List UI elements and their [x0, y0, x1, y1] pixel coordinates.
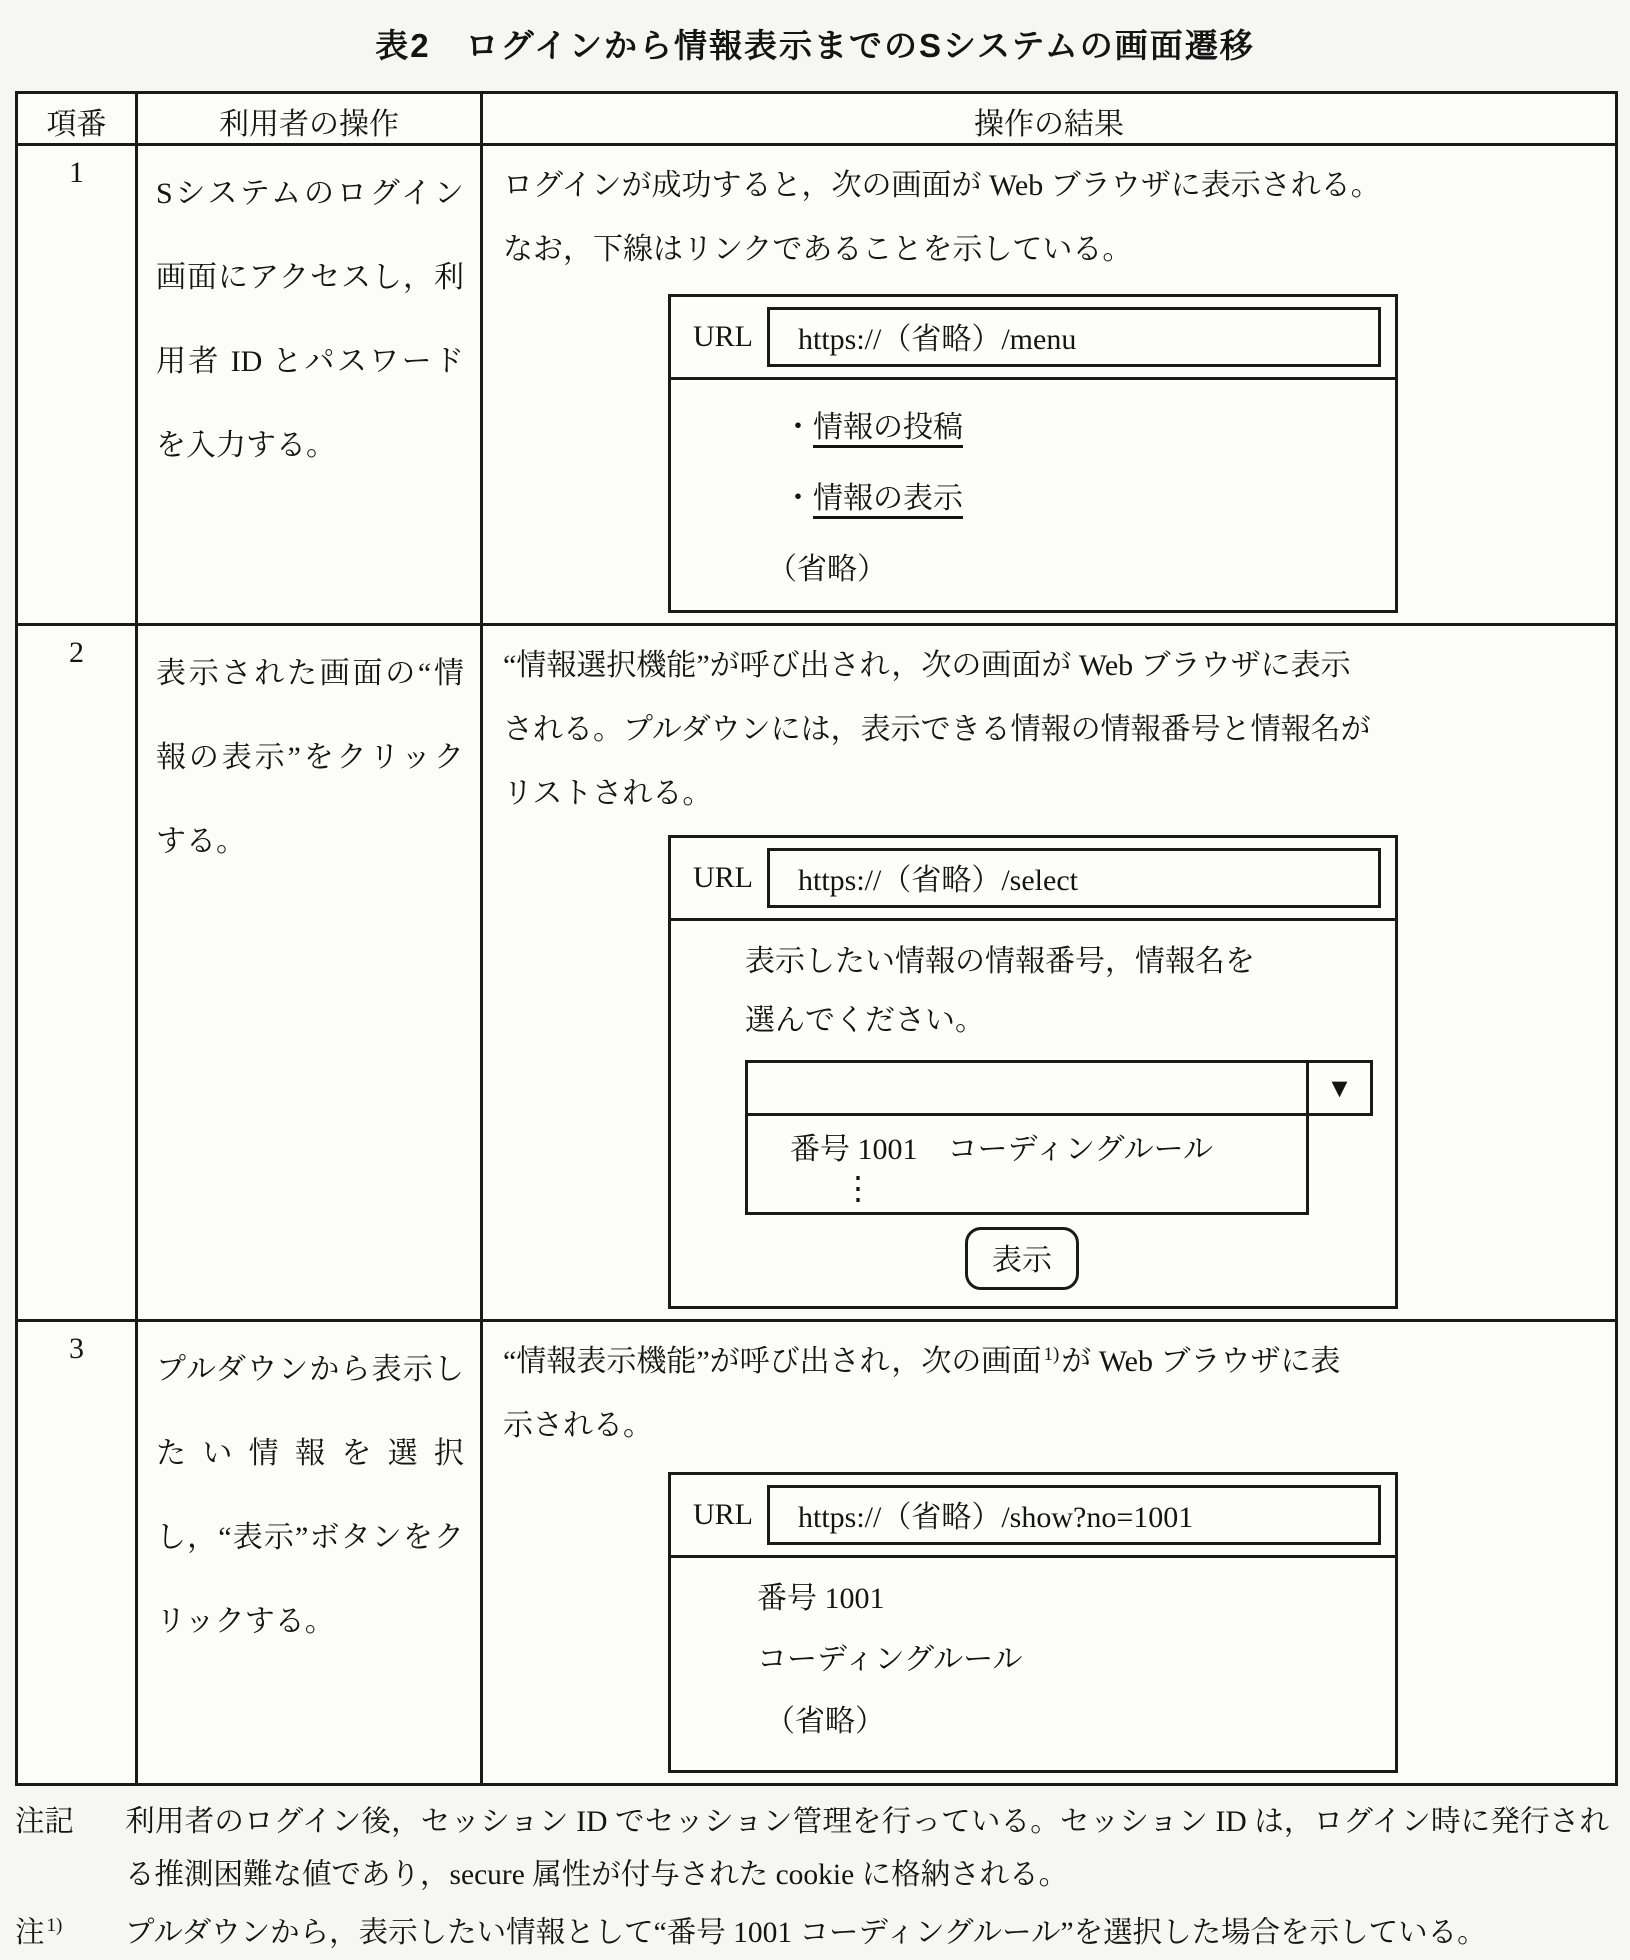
info-dropdown: [745, 1060, 1373, 1215]
note-label: [15, 1907, 81, 1960]
browser-mockup-show: [668, 1472, 1398, 1774]
dropdown-option-1001[interactable]: 番号 1001 コーディングルール: [790, 1133, 1213, 1167]
col-header-item-no: 項番: [17, 93, 137, 145]
note-text: 利用者のログイン後，セッション ID でセッション管理を行っている。セッション ID は，ログイン時に発行される推測困難な値であり，secure 属性が付与された cookie に格納される。: [125, 1806, 1609, 1892]
menu-link-show-info[interactable]: [783, 473, 1375, 517]
display-button[interactable]: 表示: [965, 1227, 1079, 1290]
bullet: ・: [783, 481, 813, 515]
row-1-result-text: [503, 154, 1595, 282]
menu-url-input[interactable]: https://（省略）/menu: [767, 307, 1381, 367]
table-row-2: [17, 624, 1617, 1320]
row-2-result-text: [503, 634, 1595, 826]
omitted-text: （省略）: [765, 1704, 885, 1738]
display-button-row: [671, 1227, 1373, 1290]
row-2-number: 2: [17, 624, 137, 1320]
select-url-input[interactable]: https://（省略）/select: [767, 848, 1381, 908]
result-line: 示される。: [503, 1408, 653, 1442]
note-general: [15, 1796, 1609, 1902]
footnotes: [15, 1796, 1615, 1959]
show-url-input[interactable]: https://（省略）/show?no=1001: [767, 1485, 1381, 1545]
dropdown-value-box[interactable]: [745, 1060, 1309, 1116]
select-url-bar: [671, 838, 1395, 921]
table-row-1: [17, 145, 1617, 625]
show-url-bar: [671, 1475, 1395, 1558]
col-header-user-operation: 利用者の操作: [137, 93, 482, 145]
menu-link-label[interactable]: 情報の投稿: [813, 410, 963, 444]
show-screen-body: [671, 1558, 1395, 1771]
note-label: 注記: [15, 1806, 75, 1839]
url-label: URL: [693, 861, 753, 895]
prompt-line: 選んでください。: [745, 1003, 985, 1037]
result-line: リストされる。: [503, 776, 713, 810]
row-1-result-cell: [482, 145, 1617, 625]
table-row-3: [17, 1321, 1617, 1785]
note-text: プルダウンから，表示したい情報として“番号 1001 コーディングルール”を選択した場合を示している。: [125, 1916, 1487, 1949]
result-line: される。プルダウンには，表示できる情報の情報番号と情報名が: [503, 712, 1371, 746]
select-prompt: [745, 933, 1373, 1050]
result-line: [503, 1330, 1595, 1394]
table-title: 表2 ログインから情報表示までのSシステムの画面遷移: [375, 27, 1255, 64]
browser-mockup-menu: [668, 294, 1398, 613]
row-3-result-text: [503, 1330, 1595, 1458]
info-number-line: 番号 1001: [757, 1581, 885, 1615]
header-row: [17, 93, 1617, 145]
dropdown-option-list: [745, 1116, 1309, 1215]
row-2-user-operation: 表示された画面の“情報の表示”をクリックする。: [137, 624, 482, 1320]
more-options-ellipsis: ⋮: [842, 1170, 874, 1207]
note-label-text: 注: [15, 1916, 45, 1949]
result-line-part: “情報表示機能”が呼び出され，次の画面: [503, 1345, 1042, 1379]
footnote-ref: 1): [46, 1914, 63, 1936]
url-label: URL: [693, 319, 753, 353]
result-line: ログインが成功すると，次の画面が Web ブラウザに表示される。: [503, 169, 1381, 202]
col-header-operation-result: 操作の結果: [482, 93, 1617, 145]
note-1: [15, 1907, 1609, 1960]
menu-link-label[interactable]: 情報の表示: [813, 481, 963, 515]
screen-transition-table: [15, 91, 1618, 1786]
browser-mockup-select: [668, 835, 1398, 1309]
menu-screen-body: [671, 380, 1395, 610]
menu-url-bar: [671, 297, 1395, 380]
url-label: URL: [693, 1497, 753, 1531]
row-1-user-operation: Sシステムのログイン画面にアクセスし，利用者 ID とパスワードを入力する。: [137, 145, 482, 625]
info-name-line: コーディングルール: [757, 1643, 1023, 1677]
row-2-result-cell: [482, 624, 1617, 1320]
dropdown-arrow-icon[interactable]: ▼: [1309, 1060, 1373, 1116]
result-line-part: が Web ブラウザに表: [1061, 1345, 1341, 1379]
result-line: なお，下線はリンクであることを示している。: [503, 232, 1133, 266]
bullet: ・: [783, 410, 813, 444]
prompt-line: 表示したい情報の情報番号，情報名を: [745, 945, 1255, 979]
row-3-result-cell: [482, 1321, 1617, 1785]
select-screen-body: [671, 921, 1395, 1306]
menu-link-post-info[interactable]: [783, 402, 1375, 446]
omitted-text: （省略）: [767, 552, 887, 586]
footnote-ref: 1): [1043, 1344, 1060, 1366]
row-3-user-operation: プルダウンから表示したい情報を選択し，“表示”ボタンをクリックする。: [137, 1321, 482, 1785]
result-line: “情報選択機能”が呼び出され，次の画面が Web ブラウザに表示: [503, 648, 1351, 682]
row-3-number: 3: [17, 1321, 137, 1785]
dropdown-closed-row: [745, 1060, 1373, 1116]
row-1-number: 1: [17, 145, 137, 625]
